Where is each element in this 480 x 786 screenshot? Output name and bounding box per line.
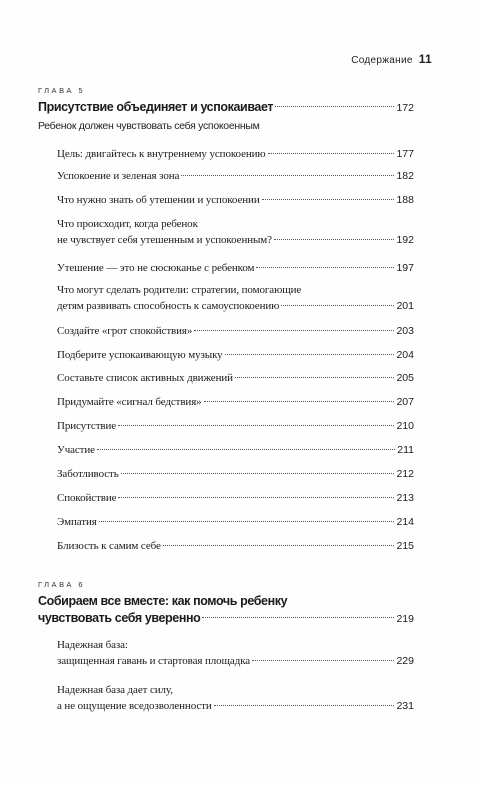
leader-dots <box>163 545 395 546</box>
toc-entry[interactable] <box>57 216 414 248</box>
chapter-5-subtitle: Ребенок должен чувствовать себя успокоенным <box>38 120 260 132</box>
toc-entry[interactable] <box>57 168 414 184</box>
toc-entry-page: 201 <box>396 300 414 312</box>
toc-entry[interactable] <box>57 370 414 386</box>
leader-dots <box>181 175 394 176</box>
toc-entry-title: детям развивать способность к самоуспокоению <box>57 300 280 312</box>
toc-entry-title: Составьте список активных движений <box>57 372 233 384</box>
toc-entry-title: Что могут сделать родители: стратегии, помогающие <box>57 284 302 296</box>
toc-entry-title: Что нужно знать об утешении и успокоении <box>57 194 260 206</box>
toc-entry-title: Успокоение и зеленая зона <box>57 170 180 182</box>
toc-entry-page: 182 <box>396 170 414 182</box>
toc-entry-page: 229 <box>396 655 414 667</box>
toc-entry-title: Надежная база: <box>57 639 128 651</box>
toc-entry[interactable] <box>57 192 414 208</box>
chapter-5-label: ГЛАВА 5 <box>38 86 86 95</box>
leader-dots <box>202 617 394 618</box>
toc-entry-page: 210 <box>396 420 414 432</box>
leader-dots <box>121 473 395 474</box>
toc-entry-page: 211 <box>397 444 414 456</box>
chapter-6-label: ГЛАВА 6 <box>38 580 86 589</box>
toc-entry-page: 212 <box>396 468 414 480</box>
toc-entry-title: Придумайте «сигнал бедствия» <box>57 396 202 408</box>
leader-dots <box>194 330 394 331</box>
toc-entry-title: Заботливость <box>57 468 119 480</box>
toc-entry-page: 213 <box>396 492 414 504</box>
toc-entry[interactable] <box>57 394 414 410</box>
toc-entry-title: Надежная база дает силу, <box>57 684 173 696</box>
toc-entry-title: Участие <box>57 444 95 456</box>
toc-entry-title: защищенная гавань и стартовая площадка <box>57 655 251 667</box>
leader-dots <box>274 239 395 240</box>
chapter-5-title[interactable] <box>38 99 414 117</box>
chapter-5-title-page: 172 <box>396 102 414 114</box>
toc-entry-title: Эмпатия <box>57 516 97 528</box>
toc-entry-title: Подберите успокаивающую музыку <box>57 349 223 361</box>
toc-entry[interactable] <box>57 282 414 314</box>
leader-dots <box>99 521 395 522</box>
leader-dots <box>225 354 395 355</box>
toc-entry-title: Создайте «грот спокойствия» <box>57 325 193 337</box>
chapter-5-title-text: Присутствие объединяет и успокаивает <box>38 100 274 114</box>
toc-entry[interactable] <box>57 260 414 276</box>
toc-entry-title: Цель: двигайтесь к внутреннему успокоению <box>57 148 266 160</box>
toc-entry-title: Присутствие <box>57 420 117 432</box>
chapter-6-title-line: Собираем все вместе: как помочь ребенку <box>38 594 288 608</box>
toc-entry-page: 214 <box>396 516 414 528</box>
leader-dots <box>262 199 395 200</box>
toc-entry-title: Спокойствие <box>57 492 117 504</box>
toc-entry-page: 205 <box>396 372 414 384</box>
leader-dots <box>275 106 394 107</box>
toc-entry[interactable] <box>57 466 414 482</box>
toc-entry[interactable] <box>57 442 414 458</box>
chapter-6-title-line: чувствовать себя уверенно <box>38 611 201 625</box>
leader-dots <box>268 153 395 154</box>
toc-entry[interactable] <box>57 418 414 434</box>
chapter-6-title-page: 219 <box>396 613 414 625</box>
toc-entry-page: 231 <box>396 700 414 712</box>
toc-entry[interactable] <box>57 146 414 162</box>
toc-entry[interactable] <box>57 538 414 554</box>
chapter-6-title[interactable] <box>38 593 414 628</box>
toc-entry-title: Близость к самим себе <box>57 540 161 552</box>
leader-dots <box>118 425 394 426</box>
toc-entry[interactable] <box>57 682 414 714</box>
leader-dots <box>97 449 395 450</box>
leader-dots <box>281 305 394 306</box>
toc-entry-page: 204 <box>396 349 414 361</box>
toc-entry[interactable] <box>57 490 414 506</box>
leader-dots <box>118 497 394 498</box>
page-number: 11 <box>418 52 432 66</box>
running-head <box>351 52 432 66</box>
toc-entry-page: 177 <box>396 148 414 160</box>
toc-entry[interactable] <box>57 514 414 530</box>
leader-dots <box>235 377 395 378</box>
toc-entry[interactable] <box>57 323 414 339</box>
toc-entry-page: 192 <box>396 234 414 246</box>
toc-entry-page: 188 <box>396 194 414 206</box>
toc-entry-page: 197 <box>396 262 414 274</box>
leader-dots <box>214 705 395 706</box>
running-head-title: Содержание <box>351 55 413 66</box>
toc-entry-page: 203 <box>396 325 414 337</box>
toc-entry-title: Что происходит, когда ребенок <box>57 218 198 230</box>
leader-dots <box>252 660 394 661</box>
toc-entry-page: 207 <box>396 396 414 408</box>
toc-entry-title: Утешение — это не сюсюканье с ребенком <box>57 262 255 274</box>
toc-entry-page: 215 <box>396 540 414 552</box>
toc-entry-title: не чувствует себя утешенным и успокоенным? <box>57 234 272 246</box>
toc-entry[interactable] <box>57 637 414 669</box>
toc-entry[interactable] <box>57 347 414 363</box>
toc-entry-title: а не ощущение вседозволенности <box>57 700 212 712</box>
leader-dots <box>256 267 394 268</box>
leader-dots <box>204 401 395 402</box>
